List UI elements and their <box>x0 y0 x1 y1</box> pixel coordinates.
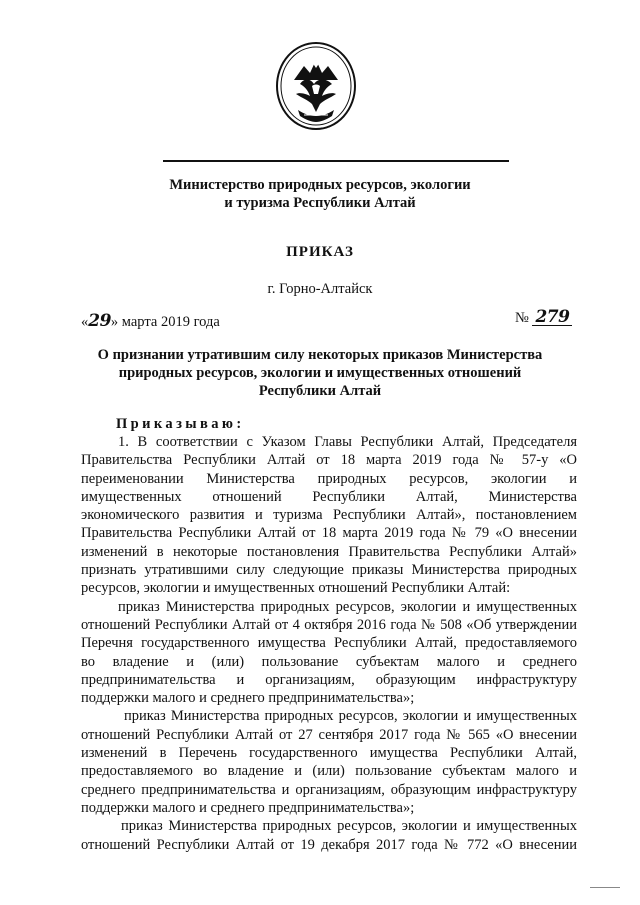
text-line: поддержки малого и среднего предпринимательства»; <box>81 799 415 816</box>
ministry-name-line-1: Министерство природных ресурсов, экологии <box>169 177 471 193</box>
heading-line: Республики Алтай <box>258 383 382 399</box>
scan-edge-mark <box>590 887 620 888</box>
order-heading <box>60 346 580 400</box>
text-line: Правительства Республики Алтай от 18 марта 2019 года № 79 «О внесении <box>81 525 577 542</box>
text-line: отношений Республики Алтай от 19 декабря 2017 года № 772 «О внесении <box>81 836 577 853</box>
paragraph-3 <box>81 707 577 817</box>
date-rest: марта 2019 года <box>118 314 220 330</box>
header-divider <box>163 160 509 162</box>
text-line: Перечня государственного имущества Республики Алтай, предоставляемого <box>81 635 577 652</box>
heading-line: О признании утратившим силу некоторых приказов Министерства <box>97 347 543 363</box>
text-line: среднего предпринимательства и организациям, образующим инфраструктуру <box>81 781 577 798</box>
city: г. Горно-Алтайск <box>267 281 373 297</box>
text-line: переименовании Министерства природных ресурсов, экологии и <box>81 470 577 487</box>
text-line: изменений в некоторые постановления Правительства Республики Алтай» <box>81 543 577 560</box>
heading-line: природных ресурсов, экологии и имущественных отношений <box>118 365 522 381</box>
text-line: предпринимательства и организациям, образующим инфраструктуру <box>81 671 577 688</box>
paragraph-1 <box>81 433 577 598</box>
text-line: приказ Министерства природных ресурсов, экологии и имущественных <box>118 598 577 615</box>
text-line: признать утратившими силу следующие приказы Министерства природных <box>81 562 577 579</box>
number-label: № <box>515 310 529 326</box>
date-day-handwritten: 29 <box>88 311 111 331</box>
text-line: во владение и (или) пользование субъектам малого и среднего <box>81 653 577 670</box>
number-handwritten: 279 <box>532 309 572 326</box>
altai-coat-of-arms-icon <box>274 40 358 132</box>
ministry-name-line-2: и туризма Республики Алтай <box>224 195 416 211</box>
document-type: ПРИКАЗ <box>286 244 354 260</box>
prikazyvayu-label: Приказываю: <box>116 416 245 432</box>
text-line: приказ Министерства природных ресурсов, экологии и имущественных <box>121 818 577 835</box>
text-line: ресурсов, экологии и имущественных отношений Республики Алтай: <box>81 580 511 597</box>
text-line: имущественных отношений Республики Алтай, Министерства <box>81 488 577 505</box>
date-close-quote: » <box>110 314 119 330</box>
text-line: 1. В соответствии с Указом Главы Республики Алтай, Председателя <box>118 434 577 450</box>
text-line: приказ Министерства природных ресурсов, экологии и имущественных <box>124 708 577 725</box>
text-line: отношений Республики Алтай от 27 сентября 2017 года № 565 «О внесении <box>81 726 577 743</box>
date-open-quote: « <box>81 314 89 330</box>
order-body <box>81 433 577 854</box>
text-line: изменений в Перечень государственного имущества Республики Алтай, <box>81 745 577 762</box>
text-line: экономического развития и туризма Республики Алтай», постановлением <box>81 507 577 524</box>
paragraph-2 <box>81 598 577 708</box>
text-line: Правительства Республики Алтай от 18 марта 2019 года № 57-у «О <box>81 452 577 469</box>
order-date <box>81 311 220 331</box>
paragraph-4 <box>81 817 577 854</box>
text-line: поддержки малого и среднего предпринимательства»; <box>81 690 415 707</box>
order-number <box>515 309 572 327</box>
text-line: отношений Республики Алтай от 4 октября 2016 года № 508 «Об утверждении <box>81 616 577 633</box>
text-line: предоставляемого во владение и (или) пользование субъектам малого и <box>81 763 577 780</box>
